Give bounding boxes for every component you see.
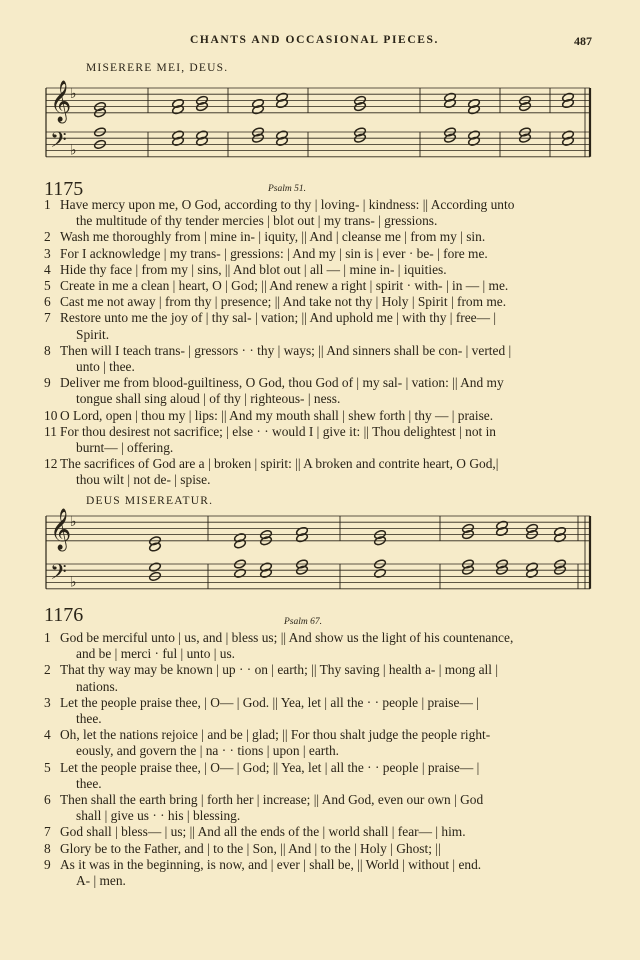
psalm-reference-67: Psalm 67. bbox=[284, 617, 322, 627]
verse-line: shall | give us · · his | blessing. bbox=[76, 808, 241, 824]
verse-line: For I acknowledge | my trans- | gressions: | And my | sin is | ever · be- | fore me. bbox=[60, 245, 488, 261]
verse bbox=[44, 343, 594, 375]
verse bbox=[44, 630, 594, 662]
verse-number: 4 bbox=[44, 727, 51, 743]
bass-clef: 𝄢 bbox=[50, 559, 67, 590]
verse-number: 4 bbox=[44, 261, 51, 277]
chant-title-deus-misereatur: DEUS MISEREATUR. bbox=[86, 495, 214, 507]
verse bbox=[44, 375, 594, 407]
page-header bbox=[0, 34, 640, 54]
verse bbox=[44, 662, 594, 694]
verse-line: Spirit. bbox=[76, 326, 110, 342]
flat-key-signature: ♭ bbox=[70, 142, 77, 159]
verse bbox=[44, 246, 594, 262]
verse-number: 3 bbox=[44, 694, 51, 710]
verse-line: The sacrifices of God are a | broken | spirit: || A broken and contrite heart, O God,| bbox=[60, 456, 499, 472]
verse-number: 7 bbox=[44, 310, 51, 326]
verse-number: 1 bbox=[44, 197, 51, 212]
music-score-deus-misereatur bbox=[40, 508, 598, 614]
verse bbox=[44, 424, 594, 456]
chant-title-miserere: MISERERE MEI, DEUS. bbox=[86, 62, 229, 74]
verse-line: Then will I teach trans- | gressors · · thy | ways; || And sinners shall be con- | verted | bbox=[60, 342, 512, 358]
verse bbox=[44, 760, 594, 792]
verse-number: 10 bbox=[44, 407, 58, 423]
verse-line: nations. bbox=[76, 678, 119, 694]
flat-key-signature: ♭ bbox=[70, 514, 77, 531]
verse-list-1176 bbox=[44, 630, 594, 889]
flat-key-signature: ♭ bbox=[70, 86, 77, 103]
verse bbox=[44, 824, 594, 840]
verse-line: Glory be to the Father, and | to the | Son, || And | to the | Holy | Ghost; || bbox=[60, 840, 441, 856]
hymn-number-1175: 1175 bbox=[44, 178, 84, 200]
verse-line: Deliver me from blood-guiltiness, O God, thou God of | my sal- | vation: || And my bbox=[60, 375, 504, 391]
verse bbox=[44, 841, 594, 857]
hymn-number-1176: 1176 bbox=[44, 604, 84, 626]
verse bbox=[44, 310, 594, 342]
verse-number: 3 bbox=[44, 245, 51, 261]
verse bbox=[44, 197, 594, 229]
verse-number: 8 bbox=[44, 342, 51, 358]
verse bbox=[44, 294, 594, 310]
verse-line: As it was in the beginning, is now, and | ever | shall be, || World | without | end. bbox=[60, 856, 482, 872]
verse-number: 7 bbox=[44, 824, 51, 840]
verse-line: burnt— | offering. bbox=[76, 440, 174, 456]
note-head bbox=[234, 568, 247, 579]
page-number: 487 bbox=[574, 34, 592, 48]
verse bbox=[44, 792, 594, 824]
verse bbox=[44, 695, 594, 727]
verse-number: 11 bbox=[44, 423, 57, 439]
verse-number: 5 bbox=[44, 759, 51, 775]
verse bbox=[44, 262, 594, 278]
bass-clef: 𝄢 bbox=[50, 127, 67, 158]
verse-number: 2 bbox=[44, 229, 51, 245]
verse-number: 9 bbox=[44, 856, 51, 872]
treble-clef: 𝄞 bbox=[50, 80, 72, 122]
verse-line: tongue shall sing aloud | of thy | righteous- | ness. bbox=[76, 391, 341, 407]
verse-number: 1 bbox=[44, 630, 51, 645]
verse-line: Hide thy face | from my | sins, || And blot out | all — | mine in- | iquities. bbox=[60, 261, 447, 277]
verse-number: 6 bbox=[44, 792, 51, 808]
verse-line: Let the people praise thee, | O— | God; || Yea, let | all the · · people | praise— | bbox=[60, 759, 480, 775]
verse-line: thee. bbox=[76, 775, 102, 791]
verse bbox=[44, 229, 594, 245]
verse-line: thee. bbox=[76, 711, 102, 727]
verse-number: 12 bbox=[44, 456, 58, 472]
verse bbox=[44, 278, 594, 294]
verse bbox=[44, 408, 594, 424]
verse-number: 5 bbox=[44, 278, 51, 294]
verse-line: Oh, let the nations rejoice | and be | glad; || For thou shalt judge the people right- bbox=[60, 727, 491, 743]
verse-line: Wash me thoroughly from | mine in- | iquity, || And | cleanse me | from my | sin. bbox=[60, 229, 486, 245]
verse-line: For thou desirest not sacrifice; | else · · would I | give it: || Thou delightest | not in bbox=[60, 423, 496, 439]
verse-line: and be | merci · ful | unto | us. bbox=[76, 646, 236, 662]
note-head bbox=[149, 562, 162, 573]
treble-clef: 𝄞 bbox=[50, 508, 72, 550]
verse-line: the multitude of thy tender mercies | blot out | my trans- | gressions. bbox=[76, 213, 438, 229]
verse-line: unto | thee. bbox=[76, 359, 135, 375]
psalm-reference-51: Psalm 51. bbox=[268, 184, 306, 194]
verse-line: Have mercy upon me, O God, according to thy | loving- | kindness: || According unto bbox=[60, 197, 515, 212]
music-score-miserere bbox=[40, 74, 598, 178]
flat-key-signature: ♭ bbox=[70, 574, 77, 591]
verse-line: eously, and govern the | na · · tions | upon | earth. bbox=[76, 743, 340, 759]
verse-line: That thy way may be known | up · · on | earth; || Thy saving | health a- | mong all | bbox=[60, 662, 498, 678]
verse-line: Restore unto me the joy of | thy sal- | vation; || And uphold me | with thy | free— | bbox=[60, 310, 497, 326]
verse-line: A- | men. bbox=[76, 873, 126, 889]
note-head bbox=[374, 568, 387, 579]
verse-line: thou wilt | not de- | spise. bbox=[76, 472, 211, 488]
verse-line: God be merciful unto | us, and | bless us; || And show us the light of his countenance, bbox=[60, 630, 514, 645]
verse-line: Cast me not away | from thy | presence; || And take not thy | Holy | Spirit | from me. bbox=[60, 294, 507, 310]
verse-line: Then shall the earth bring | forth her | increase; || And God, even our own | God bbox=[60, 792, 484, 808]
verse-line: Let the people praise thee, | O— | God. || Yea, let | all the · · people | praise— | bbox=[60, 694, 479, 710]
verse-number: 8 bbox=[44, 840, 51, 856]
verse-line: God shall | bless— | us; || And all the ends of the | world shall | fear— | him. bbox=[60, 824, 466, 840]
running-head: CHANTS AND OCCASIONAL PIECES. bbox=[190, 34, 439, 46]
verse-list-1175 bbox=[44, 197, 594, 489]
verse-line: O Lord, open | thou my | lips: || And my mouth shall | shew forth | thy — | praise. bbox=[60, 407, 494, 423]
verse-number: 9 bbox=[44, 375, 51, 391]
verse bbox=[44, 456, 594, 488]
verse-number: 6 bbox=[44, 294, 51, 310]
verse bbox=[44, 727, 594, 759]
verse-number: 2 bbox=[44, 662, 51, 678]
verse bbox=[44, 857, 594, 889]
verse-line: Create in me a clean | heart, O | God; || And renew a right | spirit · with- | in — | me. bbox=[60, 278, 509, 294]
